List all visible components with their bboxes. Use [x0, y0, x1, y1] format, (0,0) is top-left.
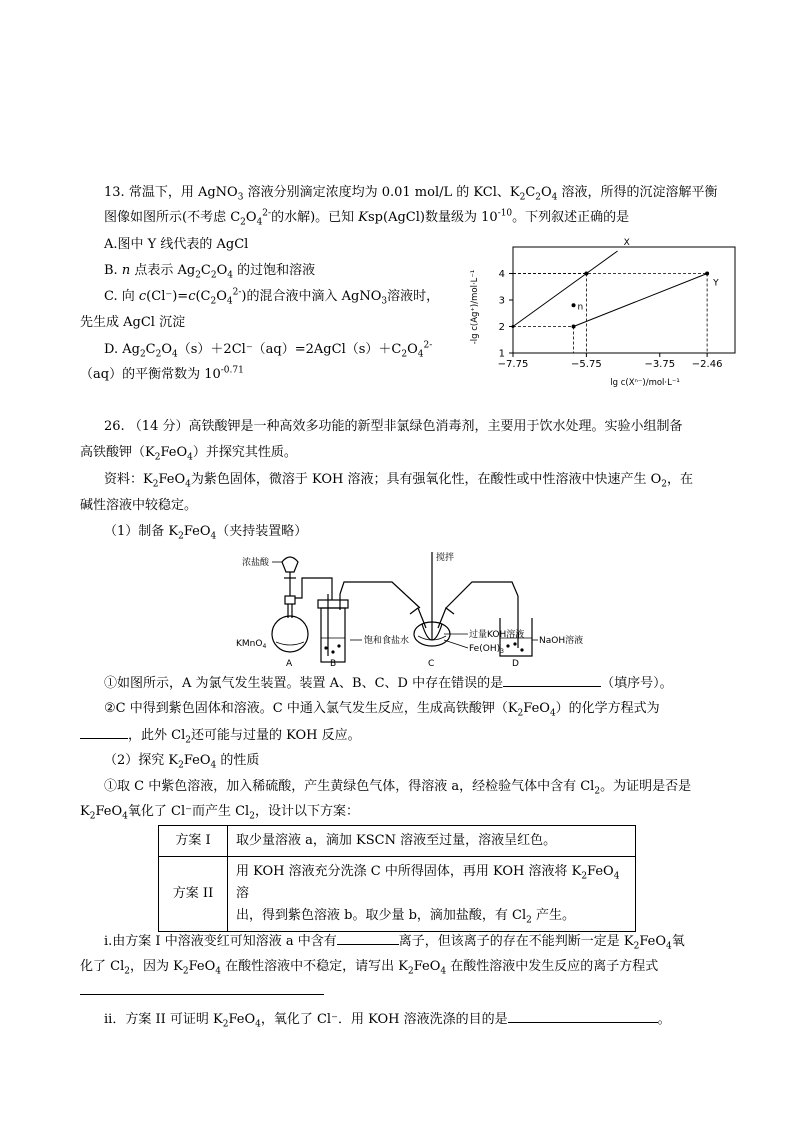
q13-stem-line2: 图像如图所示(不考虑 $C_2O_4^{2-}$的水解)。已知 Ksp(AgCl)数量级为 $10^{-10}$。下列叙述正确的是 — [104, 208, 630, 228]
series-label-x: X — [623, 237, 630, 248]
q26-step1: ①如图所示，A 为氯气发生装置。装置 A、B、C、D 中存在错误的是 （填序号）。 — [104, 676, 673, 691]
point-n — [572, 303, 576, 307]
flask-a — [272, 557, 312, 652]
q26-info-line2: 碱性溶液中较稳定。 — [80, 498, 198, 513]
x-tick-label: −7.75 — [497, 359, 529, 370]
chart-ylabel: -lg c(Ag⁺)/mol·L⁻¹ — [470, 269, 480, 345]
q26-step2-line1: ②C 中得到紫色固体和溶液。C 中通入氯气发生反应，生成高铁酸钾$(K_2FeO_4)$的化学方程式为 — [104, 701, 660, 719]
answer-blank-4[interactable] — [80, 982, 324, 995]
answer-blank-3[interactable] — [337, 932, 399, 945]
label-stir: 搅拌 — [436, 553, 455, 563]
answer-blank-1[interactable] — [503, 674, 601, 687]
series-label-y: Y — [713, 278, 719, 289]
series-line-y — [574, 274, 708, 327]
y-tick-label: 2 — [498, 322, 505, 333]
q26-intro-line1: 26. （14 分）高铁酸钾是一种高效多功能的新型非氯绿色消毒剂，主要用于饮水处理。实验小组制备 — [104, 419, 683, 434]
q26-info-line1: 资料：$K_2FeO_4$为紫色固体，微溶于 KOH 溶液；具有强氧化性，在酸性或中性溶液中快速产生 $O_2$，在 — [104, 472, 694, 490]
plot-frame — [513, 247, 735, 353]
plan1-text: 取少量溶液 a，滴加 KSCN 溶液至过量，溶液呈红色。 — [228, 826, 636, 857]
q13-option-a: A.图中 Y 线代表的 AgCl — [104, 237, 249, 252]
beaker-d — [500, 596, 532, 656]
label-b: B — [330, 659, 337, 669]
q26-intro-line2: 高铁酸钾$(K_2FeO_4)$并探究其性质。 — [80, 445, 297, 463]
label-d: D — [512, 659, 519, 669]
q26-test-line1: ①取 C 中紫色溶液，加入稀硫酸，产生黄绿色气体，得溶液 a，经检验气体中含有 $Cl_2$。为证明是否是 — [104, 779, 692, 797]
label-kmno4: KMnO$_4$ — [236, 639, 267, 650]
q26-i-line3 — [80, 982, 324, 1001]
label-c: C — [428, 659, 435, 669]
answer-blank-5[interactable] — [508, 1010, 658, 1023]
data-point — [512, 325, 515, 328]
label-naoh: NaOH溶液 — [539, 636, 584, 646]
q26-test-line2: $K_2FeO_4$氧化了 Cl⁻而产生 $Cl_2$，设计以下方案： — [80, 804, 359, 822]
q26-i-line1: i.由方案 I 中溶液变红可知溶液 a 中含有 离子，但该离子的存在不能判断一定是 $K_2FeO_4$氧 — [104, 934, 685, 952]
q13-option-b: B. n 点表示 $Ag_2C_2O_4$ 的过饱和溶液 — [104, 263, 316, 281]
q26-step2-line2: ，此外 $Cl_2$还可能与过量的 KOH 反应。 — [80, 726, 361, 745]
q13-stem-line1: 13. 常温下，用 AgNO$_3$ 溶液分别滴定浓度均为 0.01 mol/L 的 KCl、$K_2C_2O_4$ 溶液，所得的沉淀溶解平衡 — [104, 185, 718, 203]
y-tick-label: 3 — [498, 295, 505, 307]
q13-option-c-line2: 先生成 AgCl 沉淀 — [80, 315, 186, 330]
label-nacl: 饱和食盐水 — [364, 636, 410, 646]
q26-ii-line: ii．方案 II 可证明 $K_2FeO_4$，氧化了 Cl⁻．用 KOH 溶液洗涤的目的是 。 — [104, 1012, 671, 1030]
q13-solubility-chart — [455, 235, 745, 395]
y-tick-label: 4 — [498, 269, 505, 280]
x-tick-label: −2.46 — [691, 359, 723, 370]
chart-xlabel: lg c(Xⁿ⁻)/mol·L⁻¹ — [610, 378, 680, 388]
plan2-label: 方案 II — [159, 857, 228, 932]
plan2-text: 用 KOH 溶液充分洗涤 C 中所得固体，再用 KOH 溶液将 $K_2FeO_4$ 溶 出，得到紫色溶液 b。取少量 b，滴加盐酸，有 $Cl_2$ 产生。 — [228, 857, 636, 932]
y-tick-label: 1 — [498, 348, 505, 360]
q13-option-d-line1: D. $Ag_2C_2O_4(s)+2Cl^-(aq)=2AgCl(s)+C_2O_4^{2-}$ — [104, 340, 433, 360]
label-koh: 过量KOH溶液 — [469, 630, 525, 640]
x-tick-label: −5.75 — [571, 359, 602, 370]
table-row — [159, 857, 636, 932]
data-point — [572, 325, 576, 329]
q13-option-d-line2: （aq）的平衡常数为 $10^{-0.71}$ — [80, 365, 244, 382]
table-row — [159, 826, 636, 857]
bottle-b — [318, 582, 420, 662]
point-label-n: n — [577, 302, 584, 313]
plan1-label: 方案 I — [159, 826, 228, 857]
data-point — [705, 272, 709, 276]
label-feoh: $Fe(OH)_3$ — [469, 644, 504, 655]
q26-part1-heading: （1）制备 $K_2FeO_4$（夹持装置略） — [104, 524, 308, 542]
q26-part2-heading: （2）探究 $K_2FeO_4$ 的性质 — [104, 753, 260, 771]
q13-option-c-line1: C. 向 $c(Cl^-)=c(C_2O_4^{2-})$的混合液中滴入 AgNO$_3$溶液时， — [104, 287, 440, 307]
q26-i-line2: 化了 $Cl_2$，因为 $K_2FeO_4$ 在酸性溶液中不稳定，请写出 $K_2FeO_4$ 在酸性溶液中发生反应的离子方程式 — [80, 959, 659, 977]
plan-table — [158, 825, 636, 932]
answer-blank-2[interactable] — [80, 726, 128, 739]
label-hcl: 浓盐酸 — [242, 558, 270, 568]
label-a: A — [286, 659, 293, 669]
x-tick-label: −3.75 — [644, 359, 676, 370]
apparatus-diagram — [232, 548, 604, 670]
